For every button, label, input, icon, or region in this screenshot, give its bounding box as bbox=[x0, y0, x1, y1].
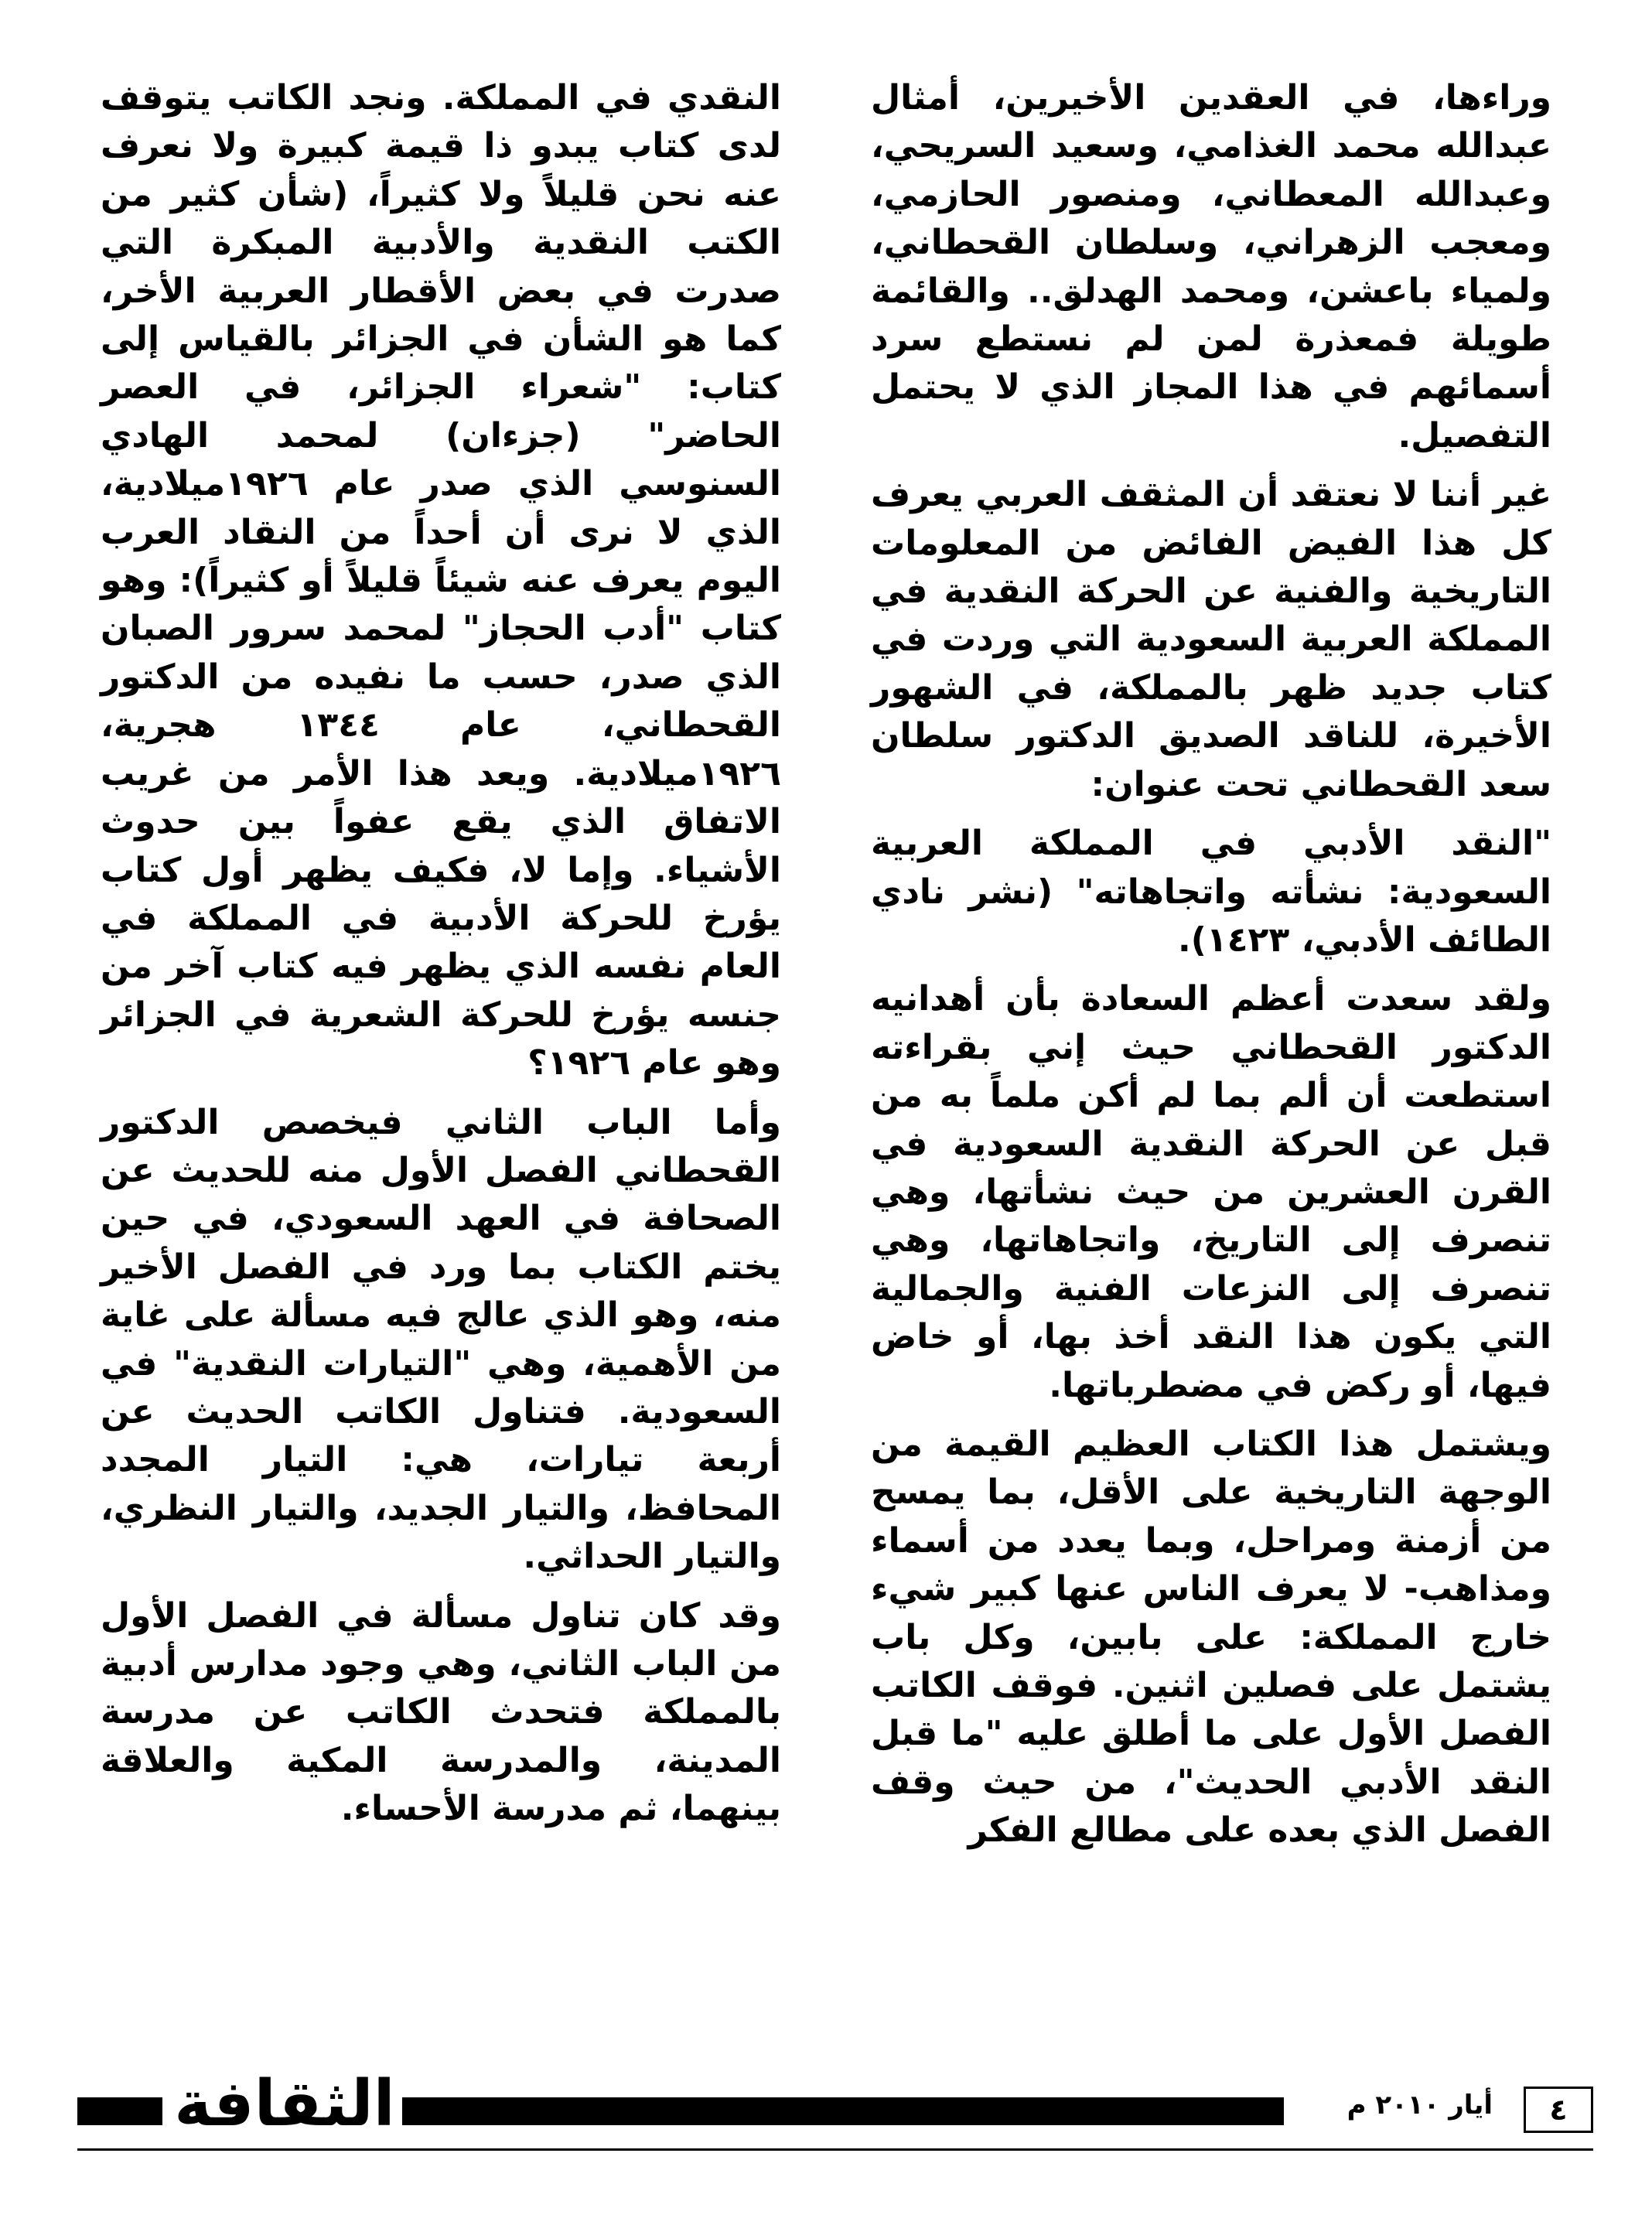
paragraph: وقد كان تناول مسألة في الفصل الأول من الباب الثاني، وهي وجود مدارس أدبية بالمملكة فتحدث الكاتب عن مدرسة المدينة، والمدرسة المكية والعلاقة بينهما، ثم مدرسة الأحساء. bbox=[101, 1595, 781, 1829]
issue-date: أيار ٢٠١٠ م bbox=[1347, 2090, 1493, 2121]
left-column bbox=[101, 74, 781, 1844]
paragraph: ولقد سعدت أعظم السعادة بأن أهدانيه الدكتور القحطاني حيث إني بقراءته استطعت أن ألم بما لم أكن ملماً به من قبل عن الحركة النقدية السعودية في القرن العشرين من حيث نشأتها، وهي تنصرف إلى التاريخ، واتجاهاتها، وهي تنصرف إلى النزعات الفنية والجمالية التي يكون هذا النقد أخذ بها، أو خاض فيها، أو ركض في مضطرباتها. bbox=[871, 979, 1551, 1405]
footer-bar-left bbox=[77, 2097, 162, 2125]
paragraph: وراءها، في العقدين الأخيرين، أمثال عبدالله محمد الغذامي، وسعيد السريحي، وعبدالله المعطاني، ومنصور الحازمي، ومعجب الزهراني، وسلطان القحطاني، ولمياء باعشن، ومحمد الهدلق.. والقائمة طويلة فمعذرة لمن لم نستطع سرد أسمائهم في هذا المجاز الذي لا يحتمل التفصيل. bbox=[871, 78, 1551, 456]
paragraph: النقدي في المملكة. ونجد الكاتب يتوقف لدى كتاب يبدو ذا قيمة كبيرة ولا نعرف عنه نحن قليلاً ولا كثيراً، (شأن كثير من الكتب النقدية والأدبية المبكرة التي صدرت في بعض الأقطار العربية الأخر، كما هو الشأن في الجزائر بالقياس إلى كتاب: "شعراء الجزائر، في العصر الحاضر" (جزءان) لمحمد الهادي السنوسي الذي صدر عام ١٩٢٦ميلادية، الذي لا نرى أن أحداً من النقاد العرب اليوم يعرف عنه شيئاً قليلاً أو كثيراً): وهو كتاب "أدب الحجاز" لمحمد سرور الصبان الذي صدر، حسب ما نفيده من الدكتور القحطاني، عام ١٣٤٤ هجرية، ١٩٢٦ميلادية. ويعد هذا الأمر من غريب الاتفاق الذي يقع عفواً بين حدوث الأشياء. وإما لا، فكيف يظهر أول كتاب يؤرخ للحركة الأدبية في المملكة في العام نفسه الذي يظهر فيه كتاب آخر من جنسه يؤرخ للحركة الشعرية في الجزائر وهو عام ١٩٢٦؟ bbox=[101, 78, 781, 1083]
paragraph: ويشتمل هذا الكتاب العظيم القيمة من الوجهة التاريخية على الأقل، بما يمسح من أزمنة ومراحل، وبما يعدد من أسماء ومذاهب- لا يعرف الناس عنها كبير شيء خارج المملكة: على بابين، وكل باب يشتمل على فصلين اثنين. فوقف الكاتب الفصل الأول على ما أطلق عليه "ما قبل النقد الأدبي الحديث"، من حيث وقف الفصل الذي بعده على مطالع الفكر bbox=[871, 1424, 1551, 1851]
right-column bbox=[871, 74, 1551, 1866]
paragraph: "النقد الأدبي في المملكة العربية السعودية: نشأته واتجاهاته" (نشر نادي الطائف الأدبي، ١٤٢٣). bbox=[871, 824, 1551, 960]
page-footer bbox=[77, 2067, 1593, 2150]
footer-rule bbox=[77, 2148, 1593, 2151]
paragraph: غير أننا لا نعتقد أن المثقف العربي يعرف كل هذا الفيض الفائض من المعلومات التاريخية والفنية عن الحركة النقدية في المملكة العربية السعودية التي وردت في كتاب جديد ظهر بالمملكة، في الشهور الأخيرة، للناقد الصديق الدكتور سلطان سعد القحطاني تحت عنوان: bbox=[871, 475, 1551, 804]
paragraph: وأما الباب الثاني فيخصص الدكتور القحطاني الفصل الأول منه للحديث عن الصحافة في العهد السعودي، في حين يختم الكتاب بما ورد في الفصل الأخير منه، وهو الذي عالج فيه مسألة على غاية من الأهمية، وهي "التيارات النقدية" في السعودية. فتناول الكاتب الحديث عن أربعة تيارات، هي: التيار المجدد المحافظ، والتيار الجديد، والتيار النظري، والتيار الحداثي. bbox=[101, 1102, 781, 1577]
footer-bar bbox=[402, 2097, 1284, 2125]
page-number: ٤ bbox=[1524, 2087, 1593, 2133]
masthead-logo: الثقافة bbox=[174, 2067, 395, 2141]
